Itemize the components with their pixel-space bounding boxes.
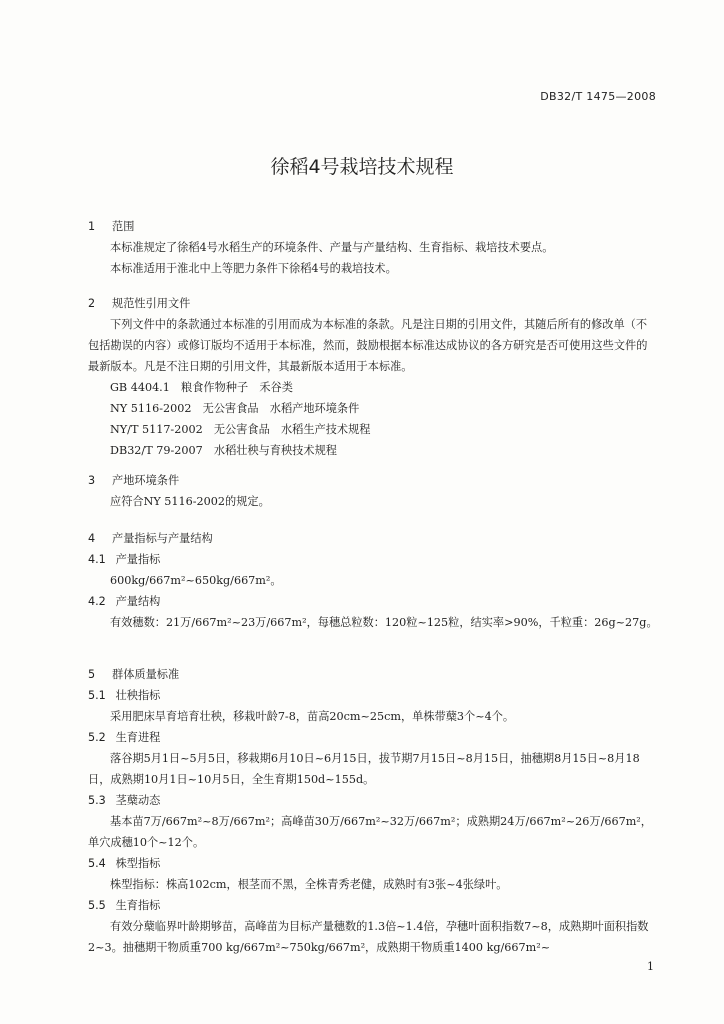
paragraph: 有效分蘖临界叶龄期够苗，高峰苗为目标产量穗数的1.3倍~1.4倍，孕穗叶面积指数7~8，成熟期叶面积指数2~3。抽穗期干物质重700 kg/667m²~750kg/667m²，成熟期干物质重1400 kg/667m²~	[88, 920, 649, 954]
subsection-heading: 5.3 茎蘖动态	[88, 794, 161, 807]
paragraph: 采用肥床旱育培育壮秧，移栽叶龄7-8，苗高20cm~25cm，单株带蘖3个~4个。	[110, 710, 515, 723]
subsection-heading: 5.5 生育指标	[88, 899, 161, 912]
document-title: 徐稻4号栽培技术规程	[270, 156, 454, 178]
paragraph: 株型指标：株高102cm，根茎而不黑，全株青秀老健，成熟时有3张~4张绿叶。	[110, 878, 508, 891]
section-heading: 3 产地环境条件	[88, 474, 180, 487]
section-heading: 1 范围	[88, 220, 135, 233]
reference-item: GB 4404.1 粮食作物种子 禾谷类	[110, 381, 293, 394]
paragraph: 应符合NY 5116-2002的规定。	[110, 495, 270, 508]
subsection-heading: 4.1 产量指标	[88, 553, 161, 566]
section-heading: 4 产量指标与产量结构	[88, 532, 213, 545]
paragraph: 有效穗数：21万/667m²~23万/667m²，每穗总粒数：120粒~125粒，结实率>90%，千粒重：26g~27g。	[110, 616, 658, 629]
paragraph: 基本苗7万/667m²~8万/667m²；高峰苗30万/667m²~32万/667m²；成熟期24万/667m²~26万/667m²，单穴成穗10个~12个。	[88, 815, 652, 849]
paragraph: 下列文件中的条款通过本标准的引用而成为本标准的条款。凡是注日期的引用文件，其随后所有的修改单（不包括勘误的内容）或修订版均不适用于本标准，然而，鼓励根据本标准达成协议的各方研究是否可使用这些文件的最新版本。凡是不注日期的引用文件，其最新版本适用于本标准。	[88, 318, 648, 373]
section-heading: 5 群体质量标准	[88, 668, 180, 681]
paragraph: 600kg/667m²~650kg/667m²。	[110, 574, 282, 587]
section-1	[88, 216, 658, 279]
subsection-heading: 5.2 生育进程	[88, 731, 161, 744]
section-3	[88, 470, 658, 512]
page-number: 1	[647, 960, 654, 973]
reference-item: NY/T 5117-2002 无公害食品 水稻生产技术规程	[110, 423, 371, 436]
paragraph: 本标准规定了徐稻4号水稻生产的环境条件、产量与产量结构、生育指标、栽培技术要点。	[110, 241, 554, 254]
subsection-heading: 5.4 株型指标	[88, 857, 161, 870]
reference-item: NY 5116-2002 无公害食品 水稻产地环境条件	[110, 402, 360, 415]
paragraph: 落谷期5月1日~5月5日，移栽期6月10日~6月15日，拔节期7月15日~8月15日，抽穗期8月15日~8月18日，成熟期10月1日~10月5日，全生育期150d~155d。	[88, 752, 640, 786]
section-2	[88, 293, 658, 461]
paragraph: 本标准适用于淮北中上等肥力条件下徐稻4号的栽培技术。	[110, 262, 397, 275]
section-5	[88, 664, 658, 958]
section-4	[88, 528, 658, 633]
reference-item: DB32/T 79-2007 水稻壮秧与育秧技术规程	[110, 444, 337, 457]
subsection-heading: 5.1 壮秧指标	[88, 689, 161, 702]
section-heading: 2 规范性引用文件	[88, 297, 191, 310]
subsection-heading: 4.2 产量结构	[88, 595, 161, 608]
standard-code: DB32/T 1475—2008	[540, 90, 656, 103]
